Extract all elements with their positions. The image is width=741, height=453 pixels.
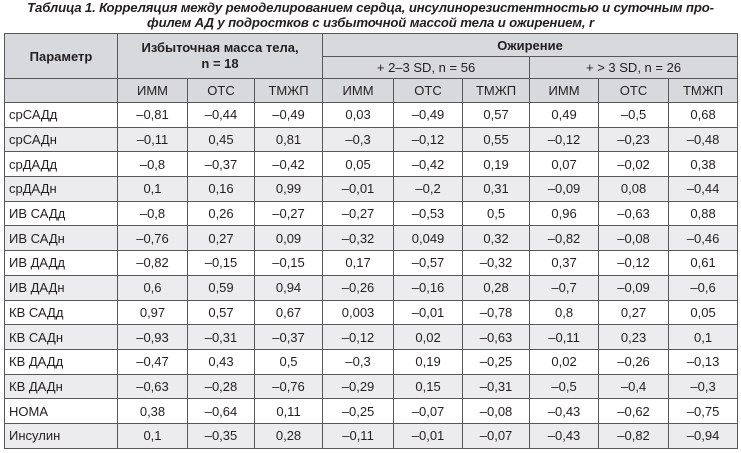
table-row bbox=[5, 374, 738, 399]
table-cell: –0,26 bbox=[599, 349, 669, 374]
table-cell: –0,76 bbox=[255, 374, 323, 399]
table-cell: –0,12 bbox=[599, 251, 669, 276]
header-overweight bbox=[118, 34, 323, 79]
table-row bbox=[5, 127, 738, 152]
table-cell: –0,09 bbox=[599, 275, 669, 300]
table-cell: 0,61 bbox=[669, 251, 738, 276]
table-cell: –0,32 bbox=[323, 226, 394, 251]
header-col: ИММ bbox=[530, 79, 599, 103]
table-cell: –0,15 bbox=[255, 251, 323, 276]
table-cell: 0,38 bbox=[118, 399, 188, 424]
table-cell: –0,43 bbox=[530, 399, 599, 424]
table-cell: –0,07 bbox=[394, 399, 463, 424]
header-col: ОТС bbox=[188, 79, 255, 103]
table-cell: 0,09 bbox=[255, 226, 323, 251]
table-cell: –0,81 bbox=[118, 103, 188, 128]
table-cell: –0,57 bbox=[394, 251, 463, 276]
table-cell: –0,28 bbox=[188, 374, 255, 399]
table-cell: –0,01 bbox=[394, 423, 463, 448]
table-cell: 0,97 bbox=[118, 300, 188, 325]
table-cell: 0,57 bbox=[463, 103, 530, 128]
table-cell: –0,44 bbox=[188, 103, 255, 128]
table-cell: –0,08 bbox=[599, 226, 669, 251]
table-cell: –0,13 bbox=[669, 349, 738, 374]
table-cell: 0,16 bbox=[188, 177, 255, 202]
table-cell: 0,38 bbox=[669, 152, 738, 177]
table-cell: –0,43 bbox=[530, 423, 599, 448]
table-cell: –0,3 bbox=[669, 374, 738, 399]
table-cell: –0,8 bbox=[118, 152, 188, 177]
row-param: ИВ САДд bbox=[5, 201, 118, 226]
header-col: ИММ bbox=[323, 79, 394, 103]
row-param: КВ САДд bbox=[5, 300, 118, 325]
table-body bbox=[5, 103, 738, 449]
table-cell: 0,19 bbox=[463, 152, 530, 177]
table-cell: –0,11 bbox=[118, 127, 188, 152]
table-row bbox=[5, 226, 738, 251]
table-cell: 0,28 bbox=[463, 275, 530, 300]
table-cell: –0,76 bbox=[118, 226, 188, 251]
row-param: ИВ ДАДд bbox=[5, 251, 118, 276]
table-cell: 0,5 bbox=[463, 201, 530, 226]
table-cell: –0,26 bbox=[323, 275, 394, 300]
table-row bbox=[5, 103, 738, 128]
table-cell: –0,78 bbox=[463, 300, 530, 325]
header-obesity-sub2: + > 3 SD, n = 26 bbox=[530, 57, 738, 79]
table-cell: –0,12 bbox=[530, 127, 599, 152]
table-row bbox=[5, 423, 738, 448]
table-cell: –0,31 bbox=[188, 325, 255, 350]
table-cell: 0,31 bbox=[463, 177, 530, 202]
table-cell: 0,49 bbox=[530, 103, 599, 128]
table-cell: –0,01 bbox=[394, 300, 463, 325]
table-cell: 0,45 bbox=[188, 127, 255, 152]
table-cell: –0,07 bbox=[463, 423, 530, 448]
table-cell: –0,2 bbox=[394, 177, 463, 202]
row-param: КВ ДАДд bbox=[5, 349, 118, 374]
table-cell: 0,1 bbox=[118, 177, 188, 202]
header-col: ОТС bbox=[599, 79, 669, 103]
table-cell: 0,03 bbox=[323, 103, 394, 128]
table-cell: –0,31 bbox=[463, 374, 530, 399]
table-cell: 0,08 bbox=[599, 177, 669, 202]
table-cell: –0,82 bbox=[599, 423, 669, 448]
table-cell: 0,27 bbox=[599, 300, 669, 325]
header-param: Параметр bbox=[5, 34, 118, 79]
header-col-empty bbox=[5, 79, 118, 103]
row-param: ИВ САДн bbox=[5, 226, 118, 251]
header-col: ТМЖП bbox=[669, 79, 738, 103]
table-cell: –0,37 bbox=[188, 152, 255, 177]
table-cell: –0,62 bbox=[599, 399, 669, 424]
table-cell: 0,37 bbox=[530, 251, 599, 276]
table-cell: 0,049 bbox=[394, 226, 463, 251]
table-cell: 0,003 bbox=[323, 300, 394, 325]
header-col: ТМЖП bbox=[463, 79, 530, 103]
table-cell: –0,11 bbox=[530, 325, 599, 350]
row-param: срСАДд bbox=[5, 103, 118, 128]
table-cell: 0,23 bbox=[599, 325, 669, 350]
row-param: срДАДд bbox=[5, 152, 118, 177]
table-cell: –0,48 bbox=[669, 127, 738, 152]
table-cell: 0,26 bbox=[188, 201, 255, 226]
table-cell: –0,5 bbox=[530, 374, 599, 399]
table-cell: 0,99 bbox=[255, 177, 323, 202]
row-param: ИВ ДАДн bbox=[5, 275, 118, 300]
header-overweight-line2: n = 18 bbox=[201, 56, 239, 71]
row-param: срДАДн bbox=[5, 177, 118, 202]
table-cell: –0,25 bbox=[323, 399, 394, 424]
table-cell: 0,17 bbox=[323, 251, 394, 276]
table-cell: 0,15 bbox=[394, 374, 463, 399]
table-cell: 0,96 bbox=[530, 201, 599, 226]
table-cell: –0,3 bbox=[323, 127, 394, 152]
caption-line-1: Таблица 1. Корреляция между ремоделированием сердца, инсулинорезистентностью и суточным про- bbox=[27, 0, 714, 15]
table-cell: –0,94 bbox=[669, 423, 738, 448]
table-cell: 0,32 bbox=[463, 226, 530, 251]
correlation-table bbox=[4, 33, 738, 449]
table-cell: 0,19 bbox=[394, 349, 463, 374]
table-cell: 0,11 bbox=[255, 399, 323, 424]
table-cell: 0,43 bbox=[188, 349, 255, 374]
row-param: HOMA bbox=[5, 399, 118, 424]
table-cell: –0,11 bbox=[323, 423, 394, 448]
table-row bbox=[5, 201, 738, 226]
table-row bbox=[5, 399, 738, 424]
table-cell: –0,4 bbox=[599, 374, 669, 399]
table-cell: –0,09 bbox=[530, 177, 599, 202]
table-cell: –0,64 bbox=[188, 399, 255, 424]
table-cell: –0,12 bbox=[394, 127, 463, 152]
table-cell: 0,55 bbox=[463, 127, 530, 152]
row-param: КВ САДн bbox=[5, 325, 118, 350]
table-cell: –0,35 bbox=[188, 423, 255, 448]
table-cell: 0,05 bbox=[323, 152, 394, 177]
table-cell: 0,68 bbox=[669, 103, 738, 128]
table-cell: –0,01 bbox=[323, 177, 394, 202]
table-cell: –0,6 bbox=[669, 275, 738, 300]
table-row bbox=[5, 251, 738, 276]
caption-line-2: филем АД у подростков с избыточной массой тела и ожирением, r bbox=[147, 15, 594, 30]
table-cell: 0,02 bbox=[394, 325, 463, 350]
table-row bbox=[5, 275, 738, 300]
table-cell: –0,27 bbox=[323, 201, 394, 226]
header-obesity-sub1: + 2–3 SD, n = 56 bbox=[323, 57, 530, 79]
table-header bbox=[5, 34, 738, 103]
table-cell: –0,32 bbox=[463, 251, 530, 276]
row-param: КВ ДАДн bbox=[5, 374, 118, 399]
table-cell: 0,67 bbox=[255, 300, 323, 325]
table-row bbox=[5, 300, 738, 325]
header-col: ОТС bbox=[394, 79, 463, 103]
table-cell: 0,94 bbox=[255, 275, 323, 300]
row-param: срСАДн bbox=[5, 127, 118, 152]
table-cell: –0,08 bbox=[463, 399, 530, 424]
table-cell: 0,6 bbox=[118, 275, 188, 300]
table-cell: –0,42 bbox=[255, 152, 323, 177]
table-cell: –0,53 bbox=[394, 201, 463, 226]
table-cell: –0,93 bbox=[118, 325, 188, 350]
table-cell: 0,59 bbox=[188, 275, 255, 300]
table-cell: –0,46 bbox=[669, 226, 738, 251]
table-cell: 0,1 bbox=[669, 325, 738, 350]
table-cell: –0,23 bbox=[599, 127, 669, 152]
row-param: Инсулин bbox=[5, 423, 118, 448]
table-cell: 0,05 bbox=[669, 300, 738, 325]
table-cell: –0,5 bbox=[599, 103, 669, 128]
header-obesity: Ожирение bbox=[323, 34, 738, 57]
table-row bbox=[5, 152, 738, 177]
table-cell: –0,12 bbox=[323, 325, 394, 350]
table-cell: –0,75 bbox=[669, 399, 738, 424]
table-cell: 0,5 bbox=[255, 349, 323, 374]
table-cell: 0,02 bbox=[530, 349, 599, 374]
table-cell: –0,82 bbox=[530, 226, 599, 251]
table-caption bbox=[4, 0, 737, 30]
table-cell: –0,82 bbox=[118, 251, 188, 276]
table-cell: –0,49 bbox=[255, 103, 323, 128]
table-cell: –0,15 bbox=[188, 251, 255, 276]
table-cell: –0,37 bbox=[255, 325, 323, 350]
header-overweight-line1: Избыточная масса тела, bbox=[141, 40, 299, 55]
table-cell: 0,88 bbox=[669, 201, 738, 226]
header-col: ИММ bbox=[118, 79, 188, 103]
table-cell: –0,16 bbox=[394, 275, 463, 300]
table-cell: –0,63 bbox=[463, 325, 530, 350]
table-cell: –0,63 bbox=[599, 201, 669, 226]
table-cell: –0,47 bbox=[118, 349, 188, 374]
table-cell: –0,63 bbox=[118, 374, 188, 399]
table-row bbox=[5, 349, 738, 374]
table-cell: 0,81 bbox=[255, 127, 323, 152]
table-cell: 0,8 bbox=[530, 300, 599, 325]
table-cell: –0,42 bbox=[394, 152, 463, 177]
table-row bbox=[5, 177, 738, 202]
table-cell: –0,29 bbox=[323, 374, 394, 399]
table-cell: –0,27 bbox=[255, 201, 323, 226]
table-cell: 0,27 bbox=[188, 226, 255, 251]
table-cell: –0,49 bbox=[394, 103, 463, 128]
header-col: ТМЖП bbox=[255, 79, 323, 103]
table-cell: –0,25 bbox=[463, 349, 530, 374]
table-cell: 0,07 bbox=[530, 152, 599, 177]
table-cell: –0,3 bbox=[323, 349, 394, 374]
table-cell: –0,8 bbox=[118, 201, 188, 226]
table-row bbox=[5, 325, 738, 350]
table-cell: 0,28 bbox=[255, 423, 323, 448]
table-cell: –0,7 bbox=[530, 275, 599, 300]
table-cell: –0,02 bbox=[599, 152, 669, 177]
table-cell: –0,44 bbox=[669, 177, 738, 202]
table-cell: 0,57 bbox=[188, 300, 255, 325]
table-cell: 0,1 bbox=[118, 423, 188, 448]
